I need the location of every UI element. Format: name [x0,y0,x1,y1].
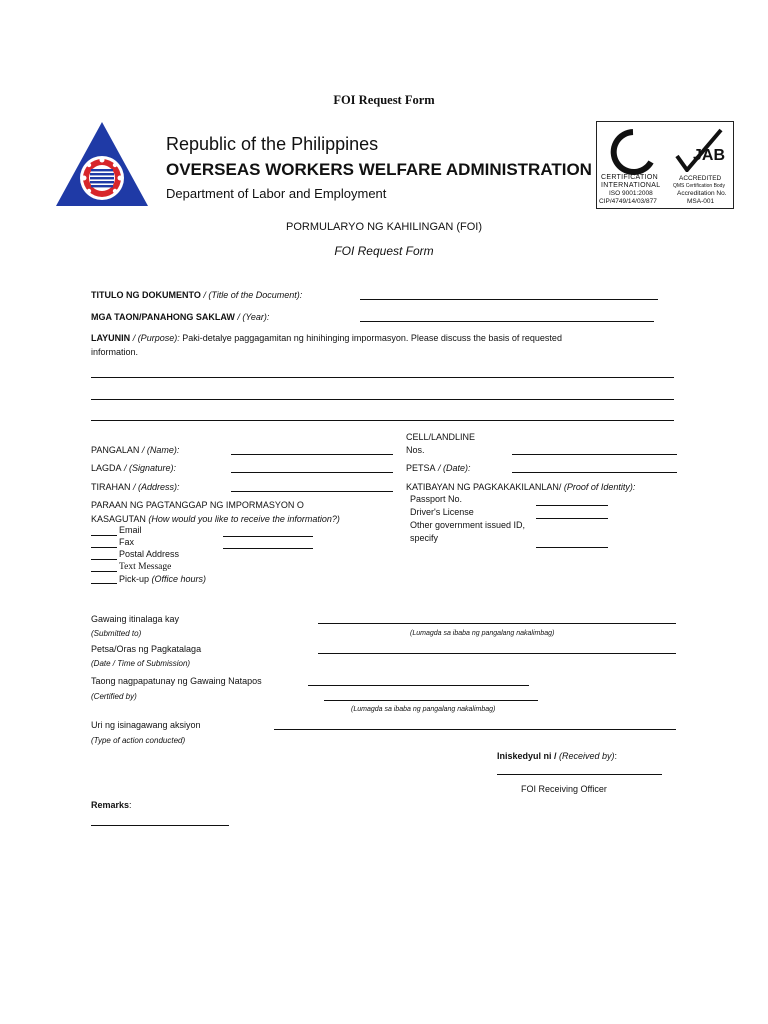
id-drivers-license: Driver's License [410,507,474,517]
option-pickup: Pick-up (Office hours) [119,574,207,584]
id-other-specify: specify [410,533,439,543]
purpose-line-1[interactable] [91,377,674,378]
date-label: PETSA / (Date): [406,463,471,473]
cert-qms-body: QMS Certification Body [673,183,725,189]
cert-cip: CIP/4749/14/03/877 [599,198,657,205]
signature-field[interactable] [231,472,393,473]
certified-by-hint: (Certified by) [91,692,137,701]
action-type-hint: (Type of action conducted) [91,736,186,745]
date-time-label: Petsa/Oras ng Pagkatalaga [91,644,202,654]
header-republic: Republic of the Philippines [166,134,379,154]
address-field[interactable] [231,491,393,492]
jab-logo-icon [671,126,727,172]
email-field[interactable] [223,536,313,537]
option-email: Email [119,525,142,535]
proof-of-identity-label: KATIBAYAN NG PAGKAKAKILANLAN/ (Proof of Identity): [406,482,636,492]
submitted-to-hint: (Submitted to) [91,629,142,638]
signature-label: LAGDA / (Signature): [91,463,177,473]
remarks-label: Remarks: [91,800,132,810]
remarks-field[interactable] [91,825,229,826]
cert-international: INTERNATIONAL [601,182,661,189]
submitted-to-field[interactable] [318,623,676,624]
passport-field[interactable] [536,505,608,506]
header-department: Department of Labor and Employment [166,186,387,201]
address-label: TIRAHAN / (Address): [91,482,180,492]
text-checkline[interactable] [91,571,117,572]
postal-checkline[interactable] [91,559,117,560]
purpose-line-2[interactable] [91,399,674,400]
title-of-document-label: TITULO NG DOKUMENTO / (Title of the Document): [91,290,303,300]
date-time-hint: (Date / Time of Submission) [91,659,191,668]
option-postal: Postal Address [119,549,180,559]
cell-label-nos: Nos. [406,445,425,455]
purpose-line-3[interactable] [91,420,674,421]
certified-by-label: Taong nagpapatunay ng Gawaing Natapos [91,676,262,686]
received-by-field[interactable] [497,774,662,775]
cell-label: CELL/LANDLINE [406,432,476,442]
date-field[interactable] [512,472,677,473]
owwa-logo [54,120,150,208]
received-by-label: Iniskedyul ni / (Received by): [497,751,618,761]
sign-below-hint-2: (Lumagda sa ibaba ng pangalang nakalimbag) [351,706,496,713]
action-type-label: Uri ng isinagawang aksiyon [91,720,201,730]
document-title: FOI Request Form [333,93,435,107]
receive-method-label: PARAAN NG PAGTANGGAP NG IMPORMASYON O [91,500,304,510]
cert-accredited: ACCREDITED [679,175,722,182]
certified-by-field[interactable] [308,685,529,686]
foi-receiving-officer: FOI Receiving Officer [521,784,607,794]
svg-text:JAB: JAB [693,147,726,164]
name-field[interactable] [231,454,393,455]
cert-msa: MSA-001 [687,198,715,205]
certified-by-signature[interactable] [324,700,538,701]
form-title-tagalog: PORMULARYO NG KAHILINGAN (FOI) [286,221,482,233]
option-text-message: Text Message [119,562,172,572]
cert-certification: CERTIFICATION [601,174,658,181]
certification-box [596,121,734,209]
sign-below-hint-1: (Lumagda sa ibaba ng pangalang nakalimbag) [410,630,555,637]
cell-field[interactable] [512,454,677,455]
id-passport: Passport No. [410,494,463,504]
fax-field[interactable] [223,548,313,549]
email-checkline[interactable] [91,535,117,536]
header-agency: OVERSEAS WORKERS WELFARE ADMINISTRATION [166,160,592,179]
receive-method-label-cont: KASAGUTAN (How would you like to receive the information?) [91,514,340,524]
purpose-label: LAYUNIN / (Purpose): Paki-detalye paggagamitan ng hinihinging impormasyon. Please discuss the basis of requested [91,333,562,343]
date-time-field[interactable] [318,653,676,654]
fax-checkline[interactable] [91,547,117,548]
option-fax: Fax [119,537,135,547]
cert-accreditation-no: Accreditation No. [677,190,727,197]
pickup-checkline[interactable] [91,583,117,584]
owwa-triangle-icon [54,120,150,208]
purpose-label-cont: information. [91,347,139,357]
id-other: Other government issued ID, [410,520,526,530]
cert-iso: ISO 9001:2008 [609,190,653,197]
name-label: PANGALAN / (Name): [91,445,180,455]
other-id-field[interactable] [536,547,608,548]
year-field[interactable] [360,321,654,322]
title-of-document-field[interactable] [360,299,658,300]
action-type-field[interactable] [274,729,676,730]
form-title-english: FOI Request Form [334,244,434,258]
year-label: MGA TAON/PANAHONG SAKLAW / (Year): [91,312,270,322]
submitted-to-label: Gawaing itinalaga kay [91,614,180,624]
drivers-license-field[interactable] [536,518,608,519]
